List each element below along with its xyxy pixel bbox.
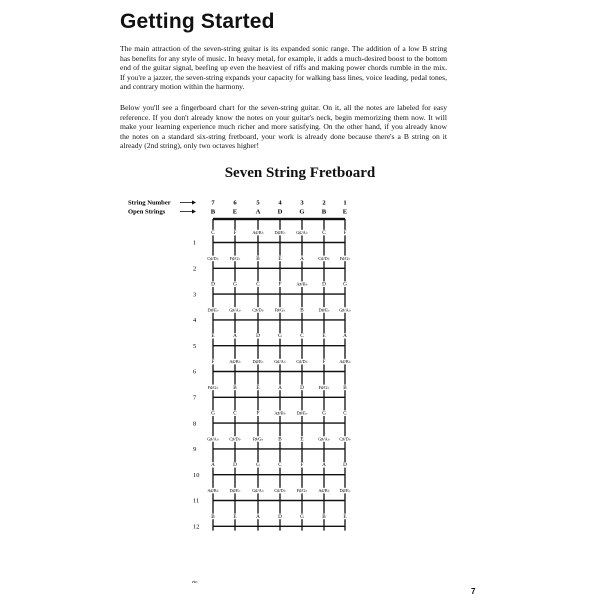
string-number: 3: [300, 199, 304, 207]
fret-note-label: E: [300, 436, 304, 443]
fret-note-label: E: [278, 255, 282, 262]
fret-note-label: A: [233, 333, 237, 340]
fret-note-label: G♯/A♭: [318, 436, 330, 442]
fret-note-label: F: [343, 230, 347, 236]
fret-note-label: C♯/D♭: [207, 255, 219, 261]
open-string-note: E: [232, 208, 238, 216]
fret-note-label: D: [278, 513, 282, 520]
fret-note-label: G♯/A♭: [339, 307, 351, 313]
string-number: 5: [256, 199, 260, 207]
open-string-note: B: [321, 208, 327, 216]
etc-label: etc.: [192, 579, 199, 584]
fret-note-label: C: [233, 410, 237, 417]
fretboard-title: Seven String Fretboard: [224, 165, 376, 181]
fret-number: 4: [193, 317, 197, 325]
fret-note-label: C: [278, 462, 282, 469]
string-number: 7: [211, 199, 215, 207]
fret-note-label: D♯/E♭: [274, 230, 286, 235]
fret-note-label: F♯/G♭: [229, 255, 241, 261]
string-number-label: String Number: [128, 199, 171, 207]
fret-note-label: G: [233, 281, 237, 288]
string-number: 1: [343, 199, 347, 207]
fret-note-label: C♯/D♭: [339, 436, 351, 442]
fret-note-label: A: [256, 513, 260, 520]
fret-note-label: D♯/E♭: [296, 410, 308, 416]
fret-note-label: G♯/A♭: [274, 359, 286, 364]
fret-note-label: F♯/G♭: [296, 488, 308, 493]
fret-note-label: E: [233, 513, 237, 520]
fret-note-label: B: [278, 436, 282, 443]
string-number: 4: [278, 199, 282, 207]
open-string-note: E: [342, 208, 348, 216]
fret-note-label: F♯/G♭: [339, 255, 351, 261]
fret-number: 8: [193, 420, 197, 428]
fret-number: 1: [193, 239, 197, 247]
fret-note-label: C♯/D♭: [229, 436, 241, 442]
fret-note-label: F: [256, 410, 260, 417]
strings-layer: [213, 219, 345, 531]
fret-note-label: G: [343, 281, 347, 288]
open-string-note: G: [299, 208, 305, 216]
fret-note-label: F♯/G♭: [274, 307, 286, 313]
fret-number: 11: [193, 497, 200, 505]
frets-layer: [213, 218, 345, 527]
fret-note-label: G: [211, 410, 215, 417]
fret-note-label: G: [300, 513, 304, 520]
fret-note-label: C♯/D♭: [274, 488, 286, 493]
fret-note-label: F: [322, 359, 326, 365]
fret-note-label: A♯/B♭: [229, 359, 241, 364]
fret-note-label: A♯/B♭: [296, 281, 308, 287]
fret-number: 10: [193, 471, 200, 479]
fret-number: 5: [193, 342, 197, 350]
fret-note-label: D: [211, 281, 215, 288]
fret-note-label: A: [211, 462, 215, 469]
fret-note-label: F: [278, 281, 282, 288]
fret-number: 3: [193, 291, 197, 299]
fret-note-label: B: [343, 384, 347, 391]
fret-note-label: F♯/G♭: [318, 384, 330, 390]
fret-note-label: B: [322, 513, 326, 520]
fret-note-label: C: [211, 230, 215, 236]
fret-note-label: A: [300, 255, 304, 262]
fret-note-label: G: [322, 410, 326, 417]
fingerboard-intro-paragraph: Below you'll see a fingerboard chart for the seven-string guitar. On it, all the notes are labeled for easy reference. If you don't already know the notes on your guitar's neck, begin memorizing them now. It will make your learning experience much richer and more satisfying. On the other hand, if you already know the notes on a standard six-string fretboard, your work is already done because there's a B string on it already (2nd string), only two octaves higher!: [120, 103, 447, 151]
fret-number: 7: [193, 394, 197, 402]
fret-note-label: F: [300, 462, 304, 469]
open-strings-label: Open Strings: [128, 208, 166, 216]
fret-note-label: C: [300, 333, 304, 340]
fret-note-label: D♯/E♭: [252, 359, 264, 364]
fret-note-label: A♯/B♭: [207, 488, 219, 493]
fret-note-label: D♯/E♭: [339, 488, 351, 493]
fret-note-label: D: [322, 281, 326, 288]
fret-note-label: A♯/B♭: [252, 230, 264, 235]
string-number-arrow-icon: [180, 200, 196, 204]
fret-note-label: G♯/A♭: [252, 488, 264, 493]
fret-note-label: F: [211, 359, 215, 365]
fret-note-label: D: [256, 333, 260, 340]
string-number: 6: [233, 199, 237, 207]
fret-note-label: F♯/G♭: [207, 384, 219, 390]
fret-note-label: D♯/E♭: [207, 307, 219, 313]
fret-note-label: A♯/B♭: [274, 410, 286, 416]
fret-note-label: D: [300, 384, 304, 391]
fret-note-label: G: [256, 462, 260, 469]
page-number: 7: [471, 587, 476, 596]
labels-layer: [193, 200, 353, 531]
fret-note-label: B: [211, 513, 215, 520]
fret-note-label: G♯/A♭: [229, 307, 241, 313]
open-string-note: D: [277, 208, 283, 216]
open-strings-arrow-icon: [180, 209, 196, 213]
fret-note-label: C♯/D♭: [318, 255, 330, 261]
fret-note-label: E: [343, 513, 347, 520]
fret-note-label: A♯/B♭: [318, 488, 330, 493]
fret-note-label: C: [322, 230, 326, 236]
fret-note-label: A: [322, 462, 326, 469]
fret-number: 9: [193, 446, 197, 454]
fret-note-label: D♯/E♭: [318, 307, 330, 313]
fret-note-label: F♯/G♭: [252, 436, 264, 442]
open-string-note: B: [210, 208, 216, 216]
fret-note-label: E: [322, 333, 326, 340]
fret-note-label: C♯/D♭: [252, 307, 264, 313]
fret-note-label: D♯/E♭: [229, 488, 241, 493]
fret-note-label: G: [278, 333, 282, 340]
fret-note-label: A: [343, 333, 347, 340]
intro-paragraph: The main attraction of the seven-string guitar is its expanded sonic range. The addition of a low B string has benefits for any style of music. In heavy metal, for example, it adds a much-desired boost to the bottom end of the guitar signal, beefing up even the heaviest of riffs and making power chords rumble in the mix. If you're a jazzer, the seven-string expands your capacity for walking bass lines, voice leading, pedal tones, and contrary motion within the harmony.: [120, 44, 447, 92]
fret-note-label: D: [233, 462, 237, 469]
fret-note-label: C♯/D♭: [296, 359, 308, 364]
fret-note-label: D: [343, 462, 347, 469]
fret-note-label: E: [256, 384, 260, 391]
fret-note-label: G♯/A♭: [296, 230, 308, 235]
string-number: 2: [322, 199, 326, 207]
fret-note-label: C: [343, 410, 347, 417]
section-heading: Getting Started: [120, 10, 275, 33]
fret-note-label: F: [233, 230, 237, 236]
fret-note-label: B: [233, 384, 237, 391]
fret-note-label: B: [300, 307, 304, 314]
fret-note-label: A♯/B♭: [339, 359, 351, 364]
open-string-note: A: [255, 208, 261, 216]
fret-note-label: E: [211, 333, 215, 340]
fret-number: 6: [193, 368, 197, 376]
fret-note-label: A: [278, 384, 282, 391]
fret-number: 2: [193, 265, 197, 273]
fret-number: 12: [193, 523, 200, 531]
fret-note-label: G♯/A♭: [207, 436, 219, 442]
nut: [213, 218, 345, 220]
fret-note-label: C: [256, 281, 260, 288]
fret-note-label: B: [256, 255, 260, 262]
